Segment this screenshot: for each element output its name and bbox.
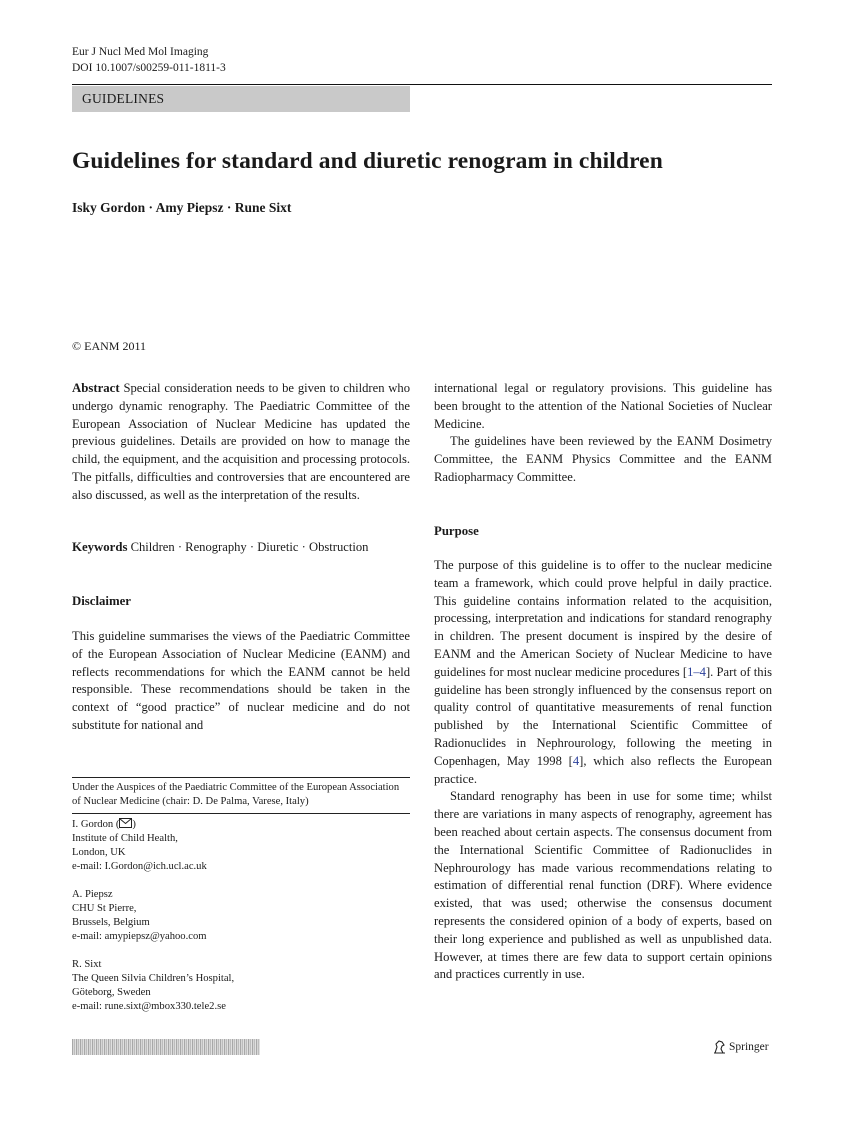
- author-2-line: Brussels, Belgium: [72, 917, 150, 928]
- keywords: [72, 539, 410, 557]
- disclaimer-continued: [434, 380, 772, 487]
- author-1-line: London, UK: [72, 847, 126, 858]
- abstract-text: Special consideration needs to be given to children who undergo dynamic renography. The Paediatric Committee of the European Association of Nuclear Medicine has updated the previous guidelines. Details are provided on how to manage the child, the equipment, and the acquisition and processing protocols. The pitfalls, difficulties and controversies that are encountered are also discussed, as well as the interpretation of the results.: [72, 381, 410, 502]
- header-rule: [72, 84, 772, 85]
- article-authors: Isky Gordon · Amy Piepsz · Rune Sixt: [72, 200, 292, 215]
- footnote: [72, 781, 410, 1014]
- purpose-paragraph-1: [434, 557, 772, 788]
- purpose-paragraph-2: Standard renography has been in use for some time; whilst there are variations in many aspects of renography, agreement has been reached about certain aspects. The consensus document from the International Scientific Committee of Radionuclides in Nephrourology has made various recommendations relating to estimation of differential renal function (DRF). Where evidence existed, that was used; otherwise the consensus document represents the considered opinion of a body of experts, based on their long experience and published as well as unpublished data. However, at times there are few data to support certain opinions and practices currently in use.: [434, 789, 772, 982]
- doi: DOI 10.1007/s00259-011-1811-3: [72, 62, 226, 74]
- footnote-rule: [72, 777, 410, 778]
- journal-header: [72, 44, 226, 76]
- abstract: [72, 380, 410, 505]
- author-address-1: [72, 813, 410, 874]
- author-3-line: The Queen Silvia Children’s Hospital,: [72, 973, 235, 984]
- article-title: Guidelines for standard and diuretic renogram in children: [72, 148, 663, 174]
- copyright: © EANM 2011: [72, 339, 147, 353]
- envelope-icon: [119, 818, 132, 828]
- barcode-strip: [72, 1039, 260, 1055]
- author-address-3: [72, 958, 410, 1014]
- abstract-label: Abstract: [72, 381, 120, 395]
- author-1-name-end: ): [132, 819, 136, 830]
- disclaimer-text: [72, 628, 410, 735]
- publisher-name: Springer: [729, 1041, 769, 1053]
- author-address-2: [72, 888, 410, 944]
- purpose-heading: Purpose: [434, 524, 479, 538]
- author-2-name: A. Piepsz: [72, 889, 113, 900]
- author-3-email[interactable]: e-mail: rune.sixt@mbox330.tele2.se: [72, 1001, 226, 1012]
- citation-link[interactable]: 1–4: [687, 664, 706, 679]
- journal-name: Eur J Nucl Med Mol Imaging: [72, 46, 209, 58]
- citation-link[interactable]: 4: [572, 753, 580, 768]
- author-3-line: Göteborg, Sweden: [72, 987, 151, 998]
- auspices-note: Under the Auspices of the Paediatric Committee of the European Association of Nuclear Medicine (chair: D. De Palma, Varese, Italy): [72, 782, 400, 807]
- springer-horse-icon: [713, 1040, 726, 1054]
- disclaimer-paragraph: This guideline summarises the views of the Paediatric Committee of the European Association of Nuclear Medicine (EANM) and reflects recommendations for which the EANM cannot be held responsible. These recommendations should be taken in the context of “good practice” of nuclear medicine and do not substitute for national and: [72, 629, 410, 732]
- disclaimer-continued-paragraph: international legal or regulatory provisions. This guideline has been brought to the attention of the National Societies of Nuclear Medicine.: [434, 381, 772, 431]
- purpose-text-c: ], which also reflects the European practice.: [434, 753, 772, 786]
- author-1-line: Institute of Child Health,: [72, 833, 178, 844]
- author-1-email[interactable]: e-mail: I.Gordon@ich.ucl.ac.uk: [72, 861, 207, 872]
- purpose-text-b: ]. Part of this guideline has been strongly influenced by the consensus report on quality control of quantitative measurements of renal function published by the International Scientific Committee of Radionuclides in Nephrourology, following the meeting in Copenhagen, May 1998 [: [434, 664, 773, 768]
- keywords-text: Children · Renography · Diuretic · Obstruction: [130, 540, 369, 554]
- keywords-label: Keywords: [72, 540, 128, 554]
- publisher-logo: [713, 1040, 769, 1054]
- author-1-name: I. Gordon (: [72, 819, 120, 830]
- author-2-email[interactable]: e-mail: amypiepsz@yahoo.com: [72, 931, 207, 942]
- author-3-name: R. Sixt: [72, 959, 102, 970]
- section-tag: GUIDELINES: [72, 86, 410, 112]
- author-2-line: CHU St Pierre,: [72, 903, 137, 914]
- purpose-text: [434, 557, 772, 984]
- review-paragraph: The guidelines have been reviewed by the EANM Dosimetry Committee, the EANM Physics Committee and the EANM Radiopharmacy Committee.: [434, 434, 772, 484]
- purpose-text-a: The purpose of this guideline is to offer to the nuclear medicine team a framework, which could prove helpful in daily practice. This guideline contains information related to the acquisition, processing, interpretation and indications for standard renography in children. The present document is inspired by the desire of EANM and the American Society of Nuclear Medicine to have guidelines for most nuclear medicine procedures [: [434, 558, 772, 679]
- disclaimer-heading: Disclaimer: [72, 594, 131, 608]
